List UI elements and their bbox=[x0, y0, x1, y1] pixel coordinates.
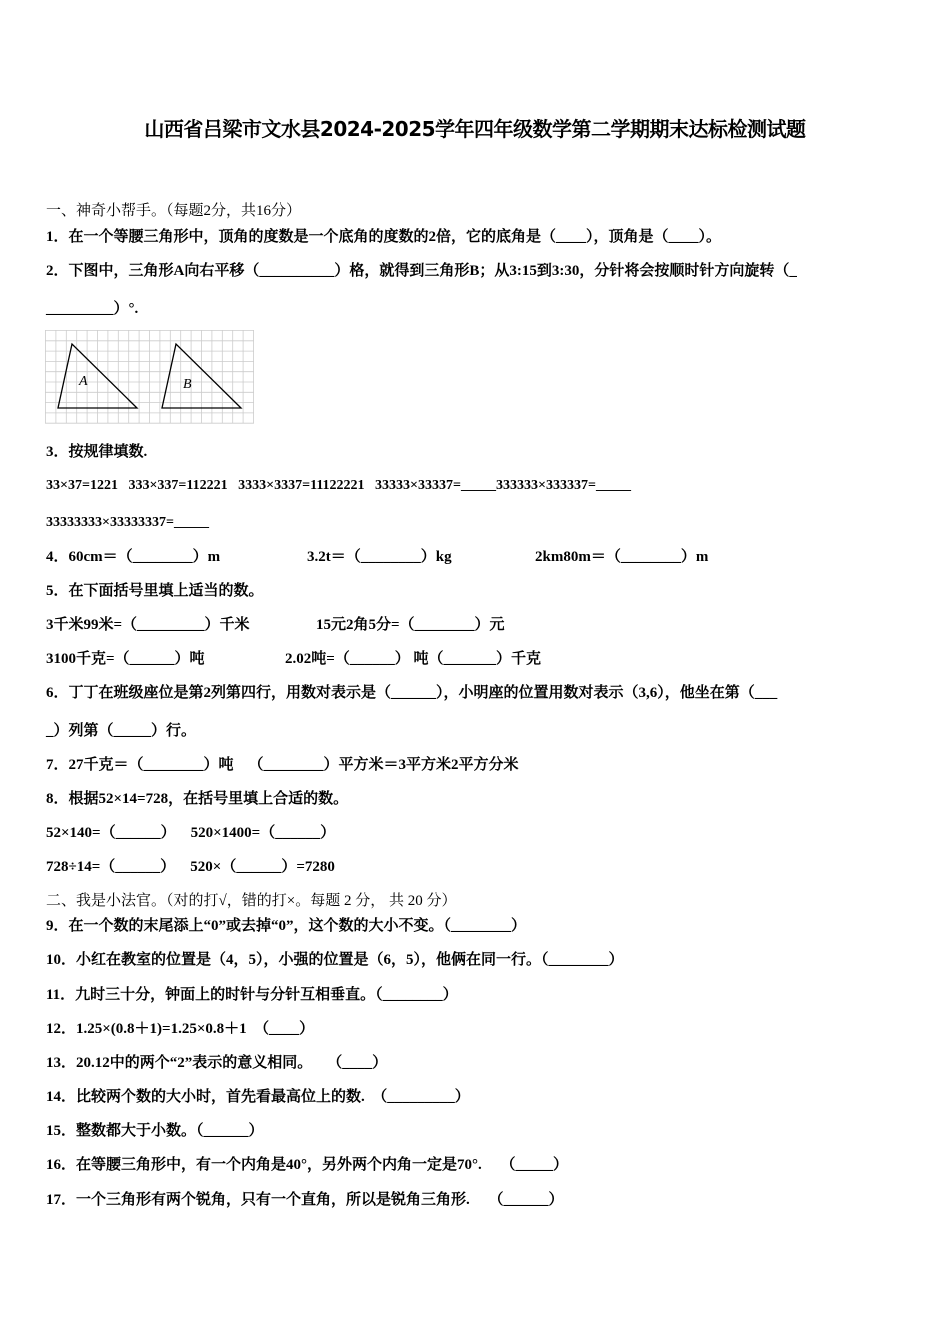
question-7: 7．27千克＝（________）吨 （________）平方米＝3平方米2平方分米 bbox=[46, 757, 519, 773]
question-5-row1-b: 15元2角5分=（________）元 bbox=[316, 617, 505, 633]
question-4-part-3: 2km80m＝（________）m bbox=[535, 549, 709, 565]
question-8: 8．根据52×14=728，在括号里填上合适的数。 bbox=[46, 791, 349, 807]
question-17: 17．一个三角形有两个锐角，只有一个直角，所以是锐角三角形. （______） bbox=[46, 1192, 564, 1208]
question-12: 12．1.25×(0.8＋1)=1.25×0.8＋1 （____） bbox=[46, 1021, 315, 1037]
question-9: 9．在一个数的末尾添上“0”或去掉“0”，这个数的大小不变。（________） bbox=[46, 918, 527, 934]
question-10: 10．小红在教室的位置是（4，5），小强的位置是（6，5），他俩在同一行。（________） bbox=[46, 952, 624, 968]
question-2-cont: _________）°. bbox=[46, 301, 139, 317]
question-13: 13．20.12中的两个“2”表示的意义相同。 （____） bbox=[46, 1055, 388, 1071]
grid-lines bbox=[45, 330, 254, 423]
question-5-row2-a: 3100千克=（______）吨 bbox=[46, 651, 205, 667]
question-15: 15．整数都大于小数。（______） bbox=[46, 1123, 264, 1139]
question-1: 1．在一个等腰三角形中，顶角的度数是一个底角的度数的2倍，它的底角是（____），顶角是（____）。 bbox=[46, 229, 722, 245]
question-2: 2．下图中，三角形A向右平移（__________）格，就得到三角形B；从3:15到3:30，分针将会按顺时针方向旋转（_ bbox=[46, 263, 797, 279]
question-8-row-1: 52×140=（______） 520×1400=（______） bbox=[46, 825, 336, 841]
question-3-line-2: 33333333×33333337=_____ bbox=[46, 515, 209, 530]
question-4-part-1: 4．60cm＝（________）m bbox=[46, 549, 221, 565]
question-16: 16．在等腰三角形中，有一个内角是40°，另外两个内角一定是70°. （_____） bbox=[46, 1157, 568, 1173]
question-8-row-2: 728÷14=（______） 520×（______）=7280 bbox=[46, 859, 335, 875]
page-title: 山西省吕梁市文水县2024-2025学年四年级数学第二学期期末达标检测试题 bbox=[144, 117, 806, 141]
question-11: 11．九时三十分，钟面上的时针与分针互相垂直。（________） bbox=[46, 987, 458, 1003]
question-4-part-2: 3.2t＝（________）kg bbox=[307, 549, 452, 565]
question-5-row2-b: 2.02吨=（______） 吨（_______）千克 bbox=[285, 651, 542, 667]
question-3-line-1: 33×37=1221 333×337=112221 3333×3337=11122221 33333×33337=_____333333×333337=_____ bbox=[46, 478, 631, 493]
triangle-grid-figure bbox=[45, 330, 255, 424]
section-2-heading: 二、我是小法官。（对的打√，错的打×。每题 2 分， 共 20 分） bbox=[46, 893, 457, 909]
question-3: 3．按规律填数. bbox=[46, 444, 148, 460]
section-1-heading: 一、神奇小帮手。（每题2分，共16分） bbox=[46, 203, 302, 219]
triangle-b-label: B bbox=[183, 377, 192, 392]
question-6: 6．丁丁在班级座位是第2列第四行，用数对表示是（______），小明座的位置用数对表示（3,6），他坐在第（___ bbox=[46, 685, 778, 701]
question-5: 5．在下面括号里填上适当的数。 bbox=[46, 583, 264, 599]
triangle-a-label: A bbox=[79, 374, 88, 389]
question-5-row1-a: 3千米99米=（_________）千米 bbox=[46, 617, 250, 633]
question-14: 14．比较两个数的大小时，首先看最高位上的数. （_________） bbox=[46, 1089, 470, 1105]
question-6-cont: _）列第（_____）行。 bbox=[46, 723, 197, 739]
